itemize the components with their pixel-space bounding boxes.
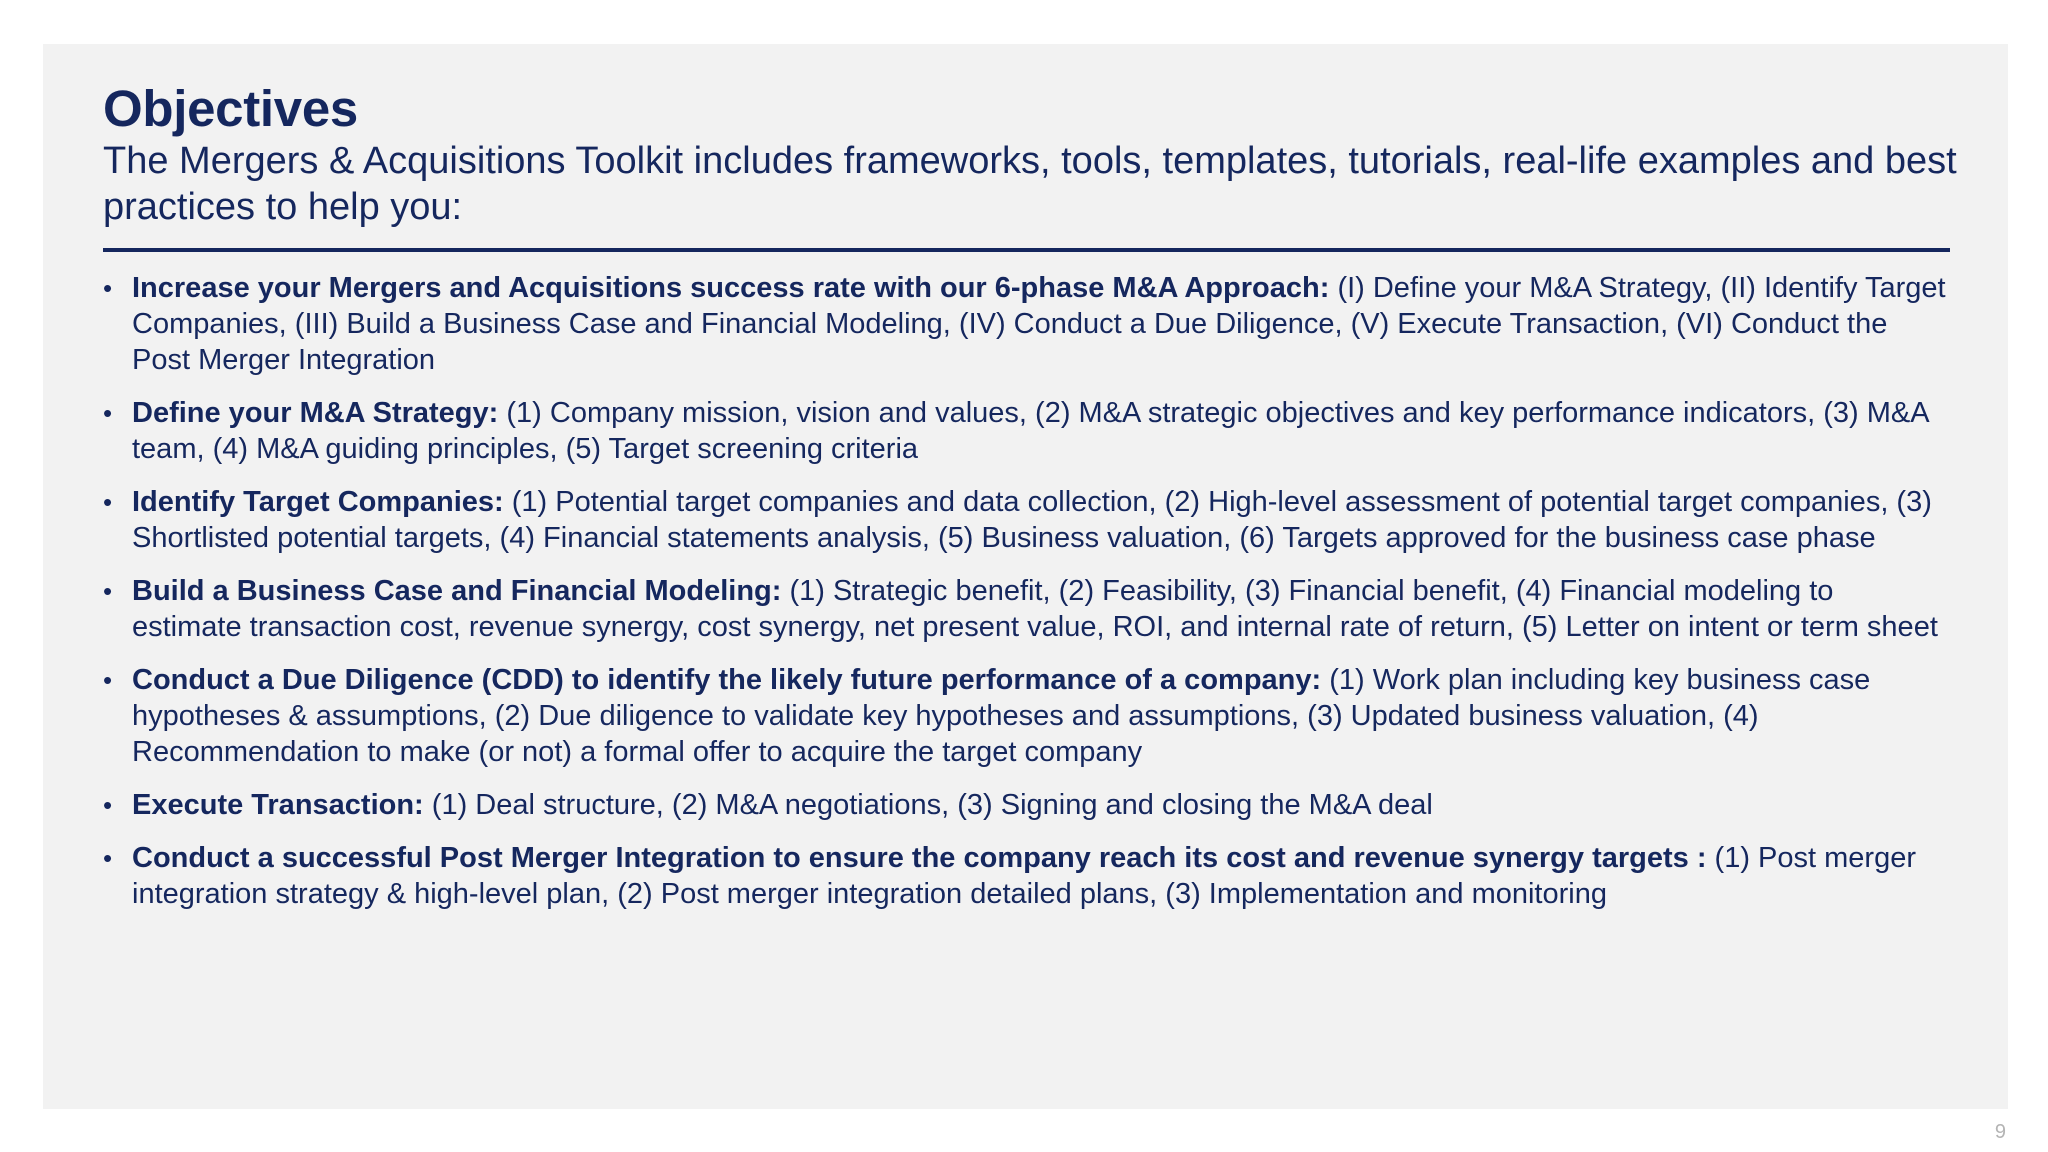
title-divider: [103, 248, 1950, 252]
list-item: [103, 840, 1948, 912]
list-item: [103, 270, 1948, 378]
bullet-lead: Identify Target Companies:: [132, 486, 504, 518]
bullet-icon: •: [103, 790, 113, 820]
bullet-icon: •: [103, 576, 113, 606]
bullet-lead: Increase your Mergers and Acquisitions success rate with our 6-phase M&A Approach:: [132, 272, 1330, 304]
bullet-lead: Execute Transaction:: [132, 789, 424, 821]
objectives-list: [103, 270, 1948, 929]
slide-subtitle: The Mergers & Acquisitions Toolkit includes frameworks, tools, templates, tutorials, real-life examples and best practices to help you:: [103, 140, 1957, 228]
bullet-icon: •: [103, 273, 113, 303]
slide-title: Objectives: [103, 80, 358, 137]
list-item: [103, 573, 1948, 645]
bullet-lead: Conduct a Due Diligence (CDD) to identify the likely future performance of a company:: [132, 664, 1322, 696]
bullet-text: (1) Potential target companies and data collection, (2) High-level assessment of potential target companies, (3) Shortlisted potential targets, (4) Financial statements analysis, (5) Business valuation, (6) Targets approved for the business case phase: [132, 486, 1932, 554]
bullet-lead: Define your M&A Strategy:: [132, 397, 499, 429]
bullet-text: (1) Strategic benefit, (2) Feasibility, (3) Financial benefit, (4) Financial modeling to estimate transaction cost, revenue synergy, cost synergy, net present value, ROI, and internal rate of return, (5) Letter on intent or term sheet: [132, 575, 1938, 643]
bullet-text: (1) Deal structure, (2) M&A negotiations, (3) Signing and closing the M&A deal: [431, 789, 1433, 821]
bullet-lead: Build a Business Case and Financial Modeling:: [132, 575, 782, 607]
bullet-text: (I) Define your M&A Strategy, (II) Identify Target Companies, (III) Build a Business Case and Financial Modeling, (IV) Conduct a Due Diligence, (V) Execute Transaction, (VI) Conduct the Post Merger Integration: [132, 272, 1946, 376]
list-item: [103, 787, 1948, 823]
bullet-icon: •: [103, 665, 113, 695]
bullet-text: (1) Company mission, vision and values, (2) M&A strategic objectives and key performance indicators, (3) M&A team, (4) M&A guiding principles, (5) Target screening criteria: [132, 397, 1928, 465]
bullet-text: (1) Work plan including key business case hypotheses & assumptions, (2) Due diligence to validate key hypotheses and assumptions, (3) Updated business valuation, (4) Recommendation to make (or not) a formal offer to acquire the target company: [132, 664, 1871, 768]
list-item: [103, 484, 1948, 556]
list-item: [103, 395, 1948, 467]
list-item: [103, 662, 1948, 770]
bullet-icon: •: [103, 487, 113, 517]
page-number: 9: [1994, 1121, 2006, 1143]
bullet-icon: •: [103, 843, 113, 873]
bullet-text: (1) Post merger integration strategy & high-level plan, (2) Post merger integration detailed plans, (3) Implementation and monitoring: [132, 842, 1916, 910]
bullet-lead: Conduct a successful Post Merger Integration to ensure the company reach its cost and revenue synergy targets :: [132, 842, 1707, 874]
bullet-icon: •: [103, 398, 113, 428]
